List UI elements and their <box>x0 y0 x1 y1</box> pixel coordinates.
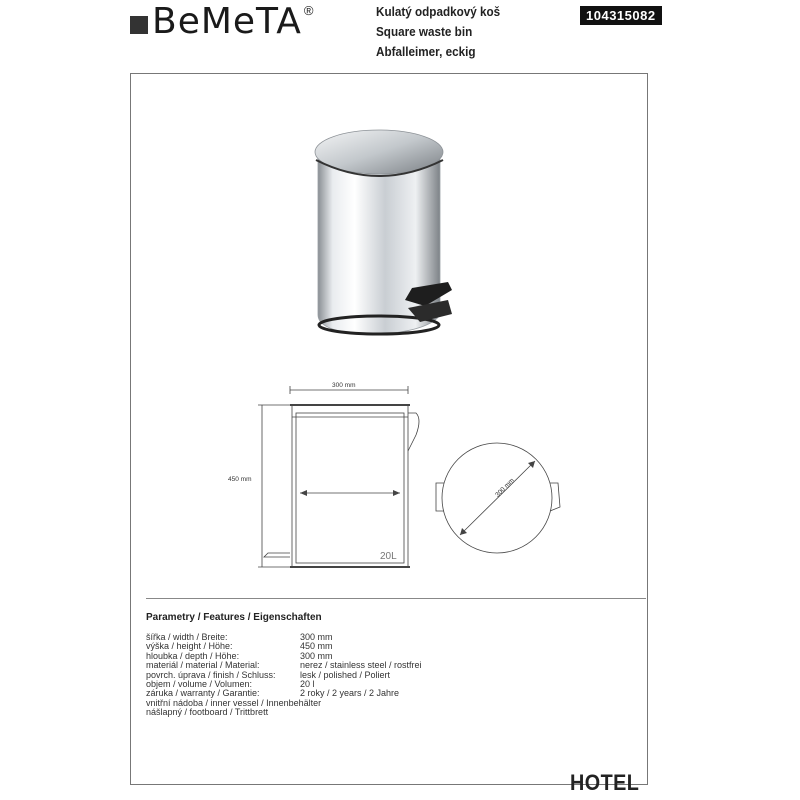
feature-value: 300 mm <box>300 650 333 661</box>
feature-value: 20 l <box>300 678 315 689</box>
features-table <box>146 633 422 718</box>
product-titles <box>376 2 500 62</box>
technical-drawing <box>228 375 600 585</box>
title-cz: Kulatý odpadkový koš <box>376 4 501 19</box>
product-code-badge: 104315082 <box>580 6 662 25</box>
feature-value: 300 mm <box>300 632 333 642</box>
title-en: Square waste bin <box>376 24 473 39</box>
feature-label: nášlapný / footboard / Trittbrett <box>146 707 269 718</box>
feature-label: vnitřní nádoba / inner vessel / Innenbehälter <box>146 697 322 708</box>
brand-logo <box>130 2 313 42</box>
feature-label: materiál / material / Material: <box>146 660 260 671</box>
registered-mark: ® <box>303 2 314 18</box>
feature-label: objem / volume / Volumen: <box>146 678 253 689</box>
feature-value: 2 roky / 2 years / 2 Jahre <box>300 688 400 699</box>
volume-label: 20L <box>380 551 397 562</box>
diameter-label: 300 mm <box>494 477 516 499</box>
width-dimension-label: 300 mm <box>332 382 356 389</box>
feature-value: lesk / polished / Poliert <box>300 669 391 680</box>
collection-name: HOTEL <box>570 770 640 795</box>
feature-label: záruka / warranty / Garantie: <box>146 688 260 699</box>
title-de: Abfalleimer, eckig <box>376 44 476 59</box>
feature-value: 450 mm <box>300 641 333 652</box>
brand-name: BeMeTA <box>152 1 302 42</box>
feature-label: hloubka / depth / Höhe: <box>146 650 240 661</box>
features-title: Parametry / Features / Eigenschaften <box>146 612 322 623</box>
feature-row <box>146 708 422 717</box>
feature-label: povrch. úprava / finish / Schluss: <box>146 669 276 680</box>
features-section <box>146 612 422 718</box>
section-divider <box>146 598 646 599</box>
height-dimension-label: 450 mm <box>228 476 252 483</box>
product-photo <box>300 110 470 350</box>
feature-label: výška / height / Höhe: <box>146 641 233 652</box>
feature-label: šířka / width / Breite: <box>146 632 228 642</box>
feature-value: nerez / stainless steel / rostfrei <box>300 660 422 671</box>
logo-square-icon <box>130 16 148 34</box>
